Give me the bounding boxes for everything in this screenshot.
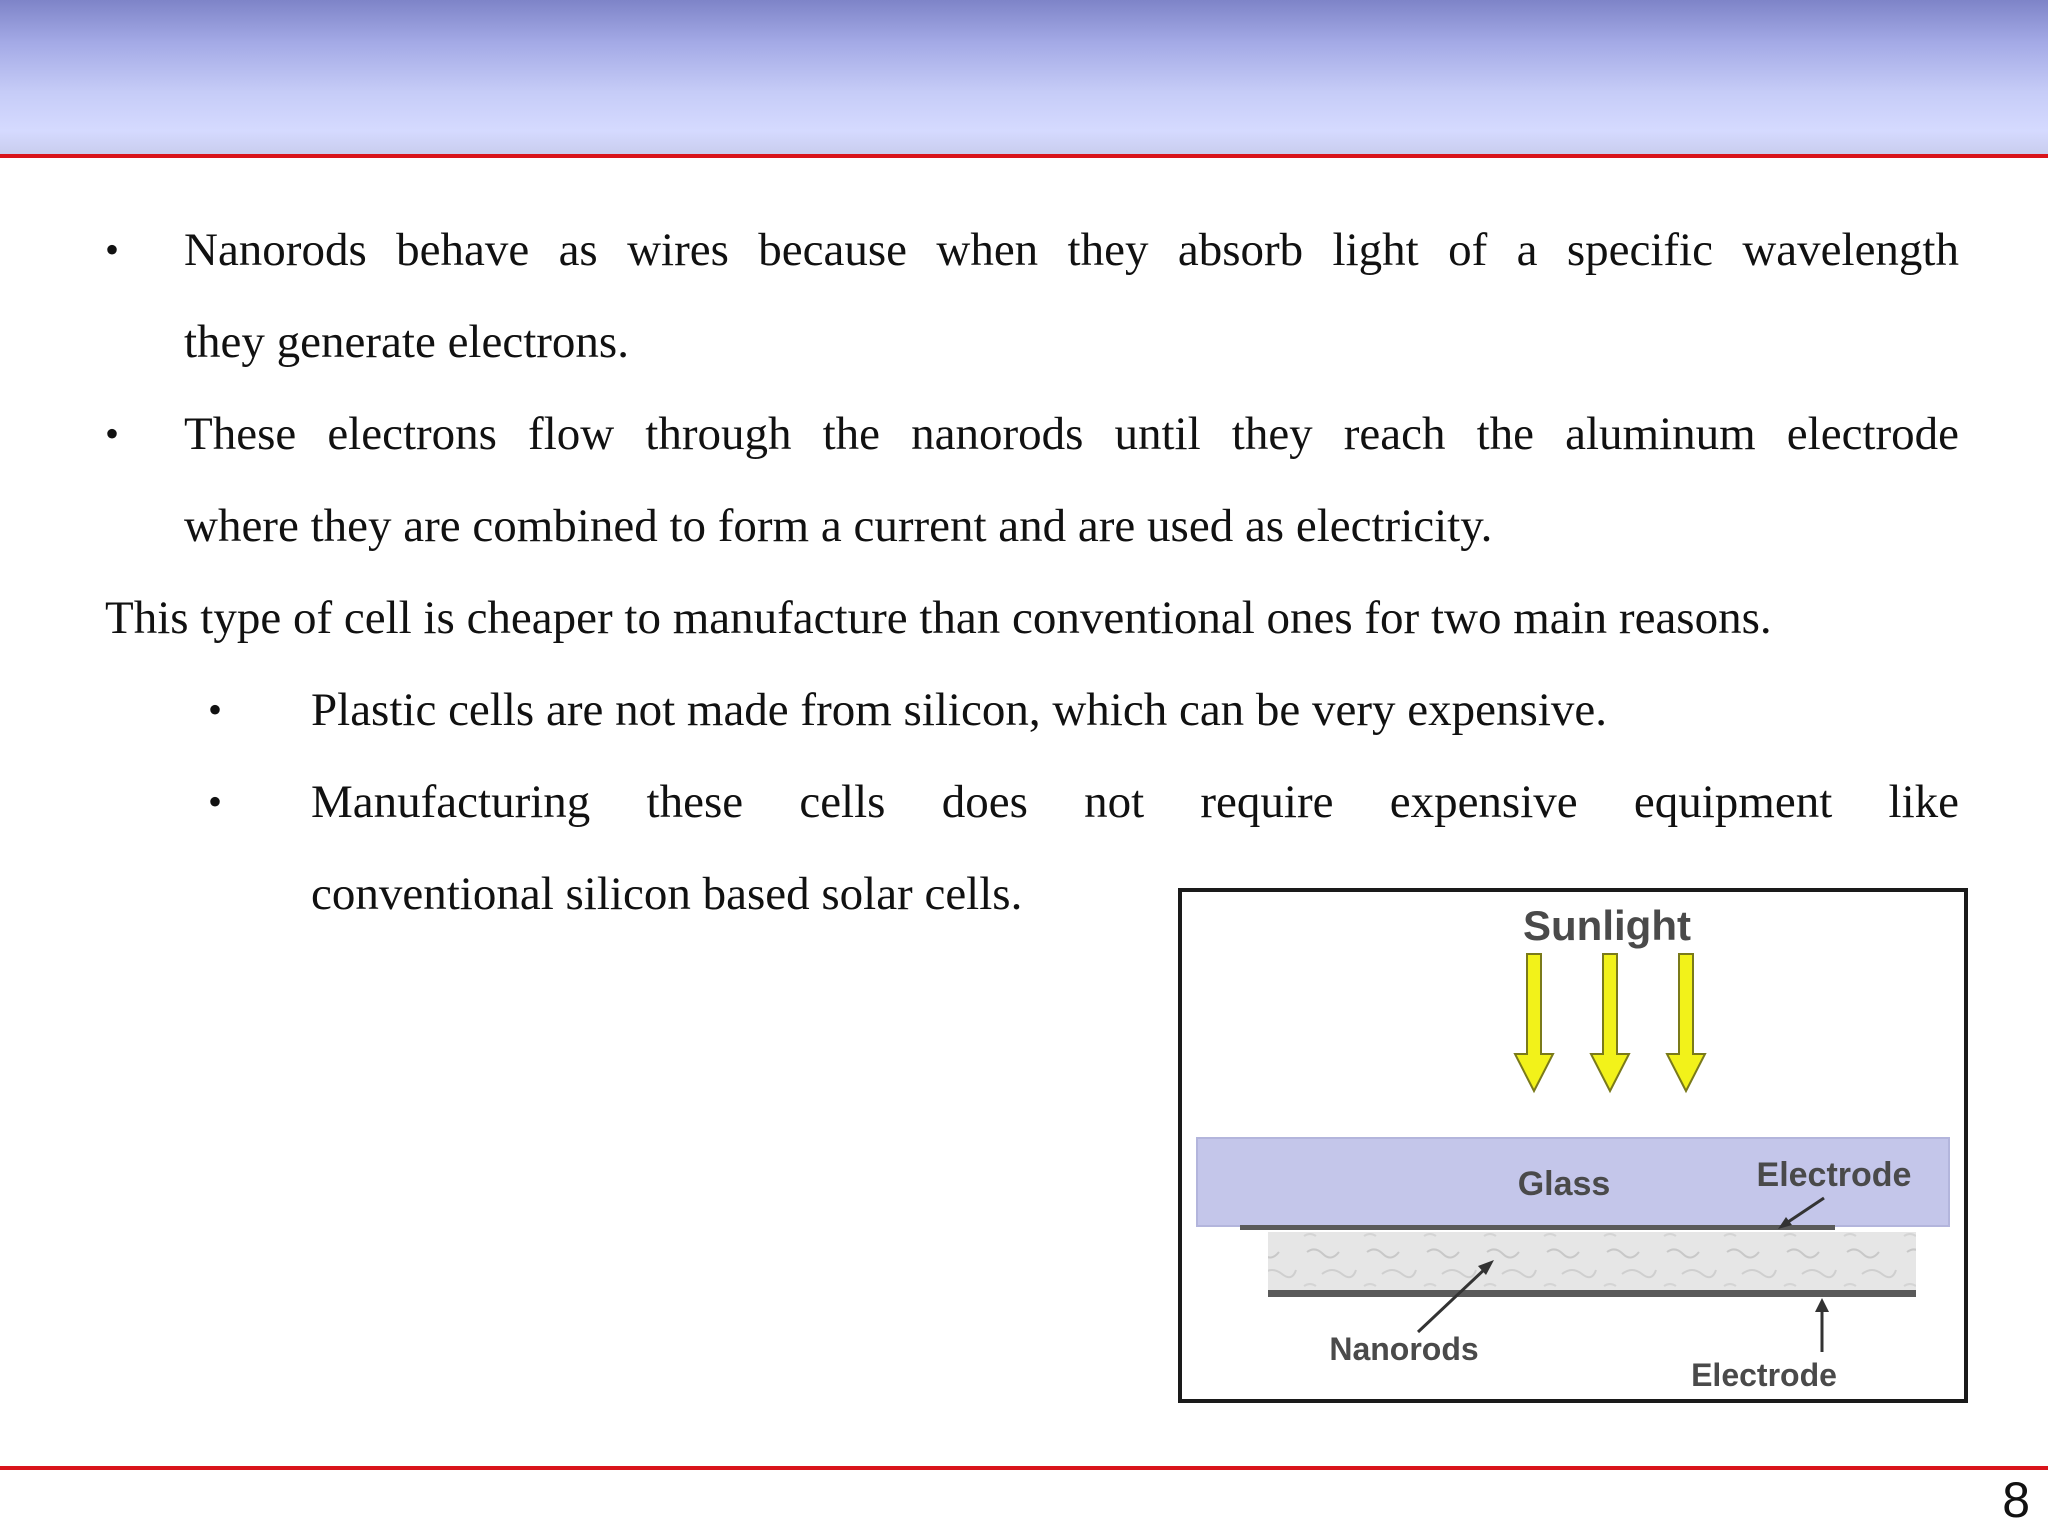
reasons-paragraph: This type of cell is cheaper to manufacture than conventional ones for two main reasons. [105,592,1772,644]
bullet-1-line-1: Nanorods behave as wires because when they absorb light of a specific wavelength [184,224,1959,276]
sub-bullet-marker: • [208,779,223,824]
bullet-1-line-2: they generate electrons. [184,316,629,368]
sunlight-arrow-1 [1515,954,1553,1091]
electrode-bottom-pointer-head [1815,1298,1829,1312]
top-electrode-line [1240,1225,1835,1230]
bullet-marker: • [105,411,120,456]
sub-bullet-1-line-1: Plastic cells are not made from silicon, which can be very expensive. [311,684,1607,736]
sunlight-arrow-3 [1667,954,1705,1091]
nanorods-label: Nanorods [1329,1331,1479,1367]
sunlight-label: Sunlight [1523,902,1691,949]
sunlight-arrows [1515,954,1705,1091]
electrode-top-label: Electrode [1756,1156,1912,1194]
sub-bullet-2-line-2: conventional silicon based solar cells. [311,868,1023,920]
solar-cell-diagram [1178,888,1968,1403]
glass-label: Glass [1517,1165,1611,1203]
sub-bullet-2-line-1: Manufacturing these cells does not require expensive equipment like [311,776,1959,828]
electrode-bottom-label: Electrode [1691,1357,1837,1393]
bullet-2-line-2: where they are combined to form a current and are used as electricity. [184,500,1493,552]
bottom-electrode-line [1268,1290,1916,1297]
footer-line [0,1466,2048,1470]
bullet-marker: • [105,227,120,272]
nanorod-layer [1268,1232,1916,1290]
page-number: 8 [2002,1472,2030,1528]
bullet-2-line-1: These electrons flow through the nanorods until they reach the aluminum electrode [184,408,1959,460]
sub-bullet-marker: • [208,687,223,732]
solar-cell-diagram-svg [1182,892,1964,1399]
sunlight-arrow-2 [1591,954,1629,1091]
